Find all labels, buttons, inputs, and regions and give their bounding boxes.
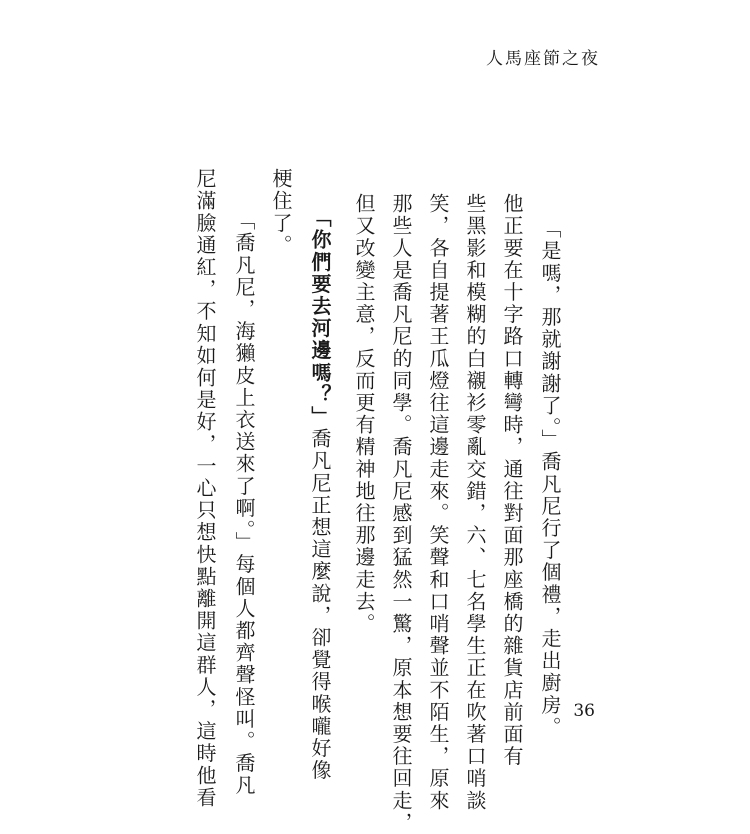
text-column-2: 他正要在十字路口轉彎時，通往對面那座橋的雜貨店前面有 <box>500 193 524 768</box>
text-column-5: 那些人是喬凡尼的同學。喬凡尼感到猛然一驚，原本想要往回走， <box>389 193 413 834</box>
page-number: 36 <box>573 701 595 721</box>
text-column-7-rest: 喬凡尼正想這麼說，卻覺得喉嚨好像 <box>308 428 332 782</box>
text-column-1: 「是嗎，那就謝謝了。」喬凡尼行了個禮，走出廚房。 <box>538 218 562 739</box>
text-column-8: 梗住了。 <box>269 168 293 257</box>
text-column-7 <box>307 207 333 782</box>
text-column-3: 些黑影和模糊的白襯衫零亂交錯，六、七名學生正在吹著口哨談 <box>463 193 487 812</box>
text-column-4: 笑，各自提著王瓜燈往這邊走來。笑聲和口哨聲並不陌生，原來 <box>426 193 450 812</box>
running-head: 人馬座節之夜 <box>486 49 600 69</box>
dialogue-emphasis: 「你們要去河邊嗎？」 <box>308 207 332 428</box>
text-column-9: 「喬凡尼，海獺皮上衣送來了啊。」每個人都齊聲怪叫。喬凡 <box>232 210 256 797</box>
text-column-6: 但又改變主意，反而更有精神地往那邊走去。 <box>352 193 376 635</box>
text-column-10: 尼滿臉通紅，不知如何是好，一心只想快點離開這群人，這時他看 <box>193 168 217 809</box>
